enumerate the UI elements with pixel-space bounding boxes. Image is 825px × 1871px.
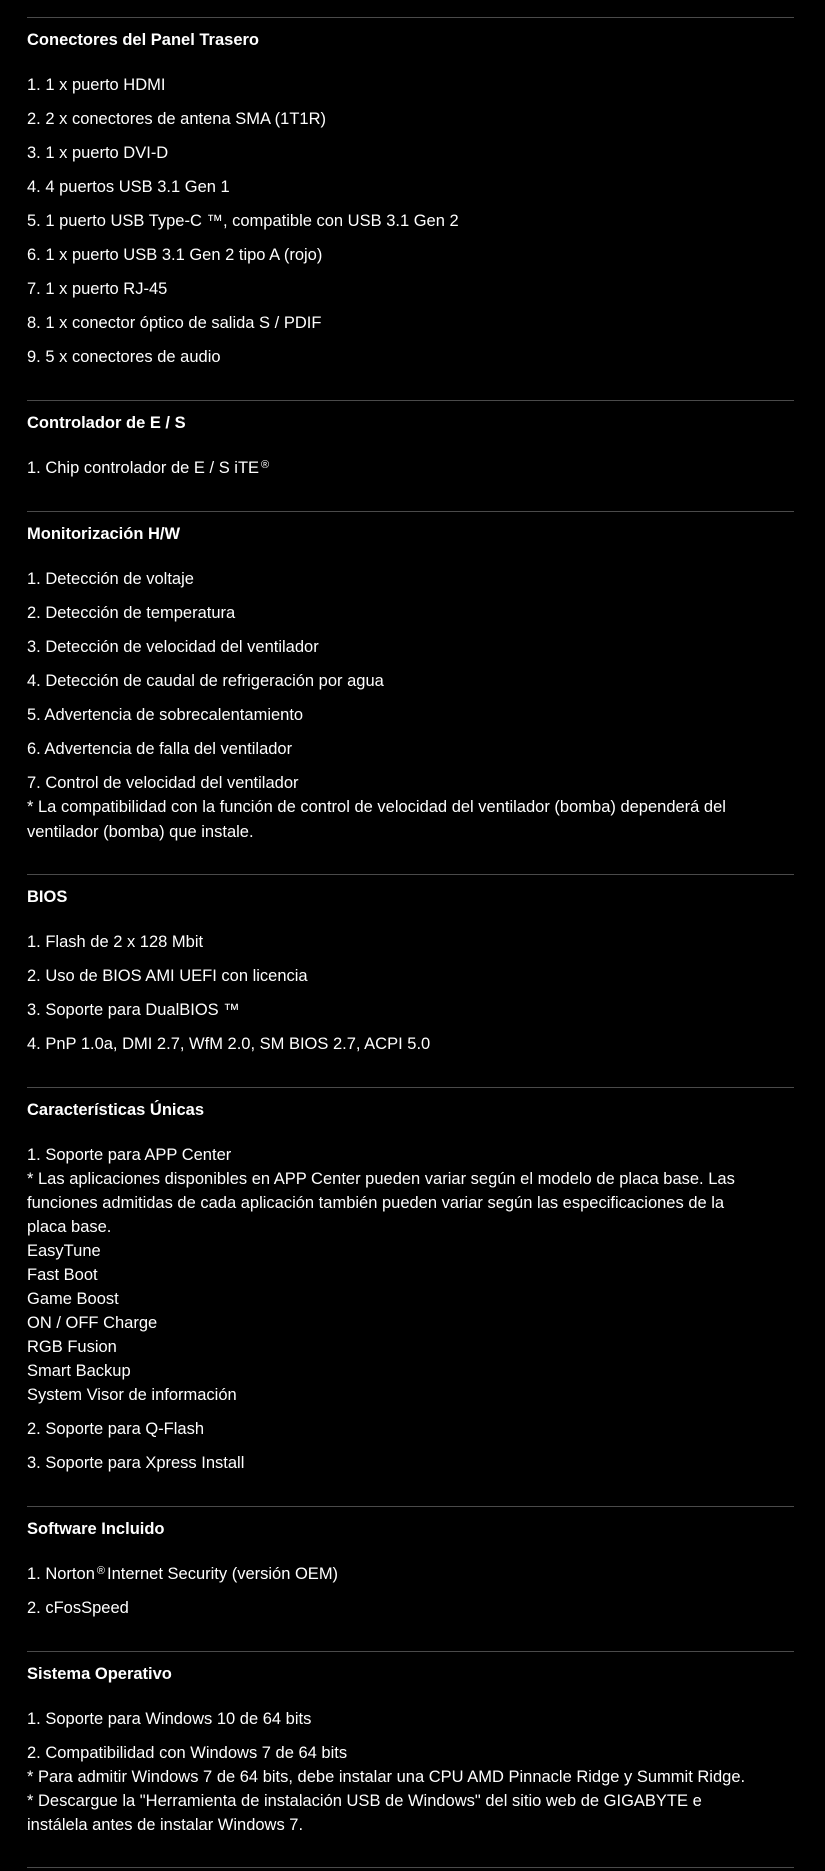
section-divider	[27, 17, 794, 18]
list-item: 2. Detección de temperatura	[27, 604, 236, 622]
list-item: 2. Compatibilidad con Windows 7 de 64 bits	[27, 1744, 348, 1762]
registered-mark: ®	[96, 1565, 105, 1577]
footnote-line: funciones admitidas de cada aplicación también pueden variar según las especificaciones de la	[27, 1194, 725, 1212]
footnote-line: placa base.	[27, 1218, 112, 1236]
list-item: 3. 1 x puerto DVI-D	[27, 144, 169, 162]
section-divider	[27, 400, 794, 401]
list-item: 7. Control de velocidad del ventilador	[27, 774, 299, 792]
list-item-text: 1. Chip controlador de E / S iTE	[27, 459, 260, 477]
list-item-text: Internet Security (versión OEM)	[106, 1565, 339, 1583]
list-item: 9. 5 x conectores de audio	[27, 348, 221, 366]
list-item: 4. Detección de caudal de refrigeración por agua	[27, 672, 384, 690]
list-item: 2. cFosSpeed	[27, 1599, 129, 1617]
list-item-text: 1. Norton	[27, 1565, 95, 1583]
list-item: 2. 2 x conectores de antena SMA (1T1R)	[27, 110, 326, 128]
section-title-unique-features: Características Únicas	[27, 1101, 205, 1119]
list-item: 2. Soporte para Q-Flash	[27, 1420, 205, 1438]
section-divider	[27, 1867, 794, 1868]
list-item: 1. Flash de 2 x 128 Mbit	[27, 933, 204, 951]
section-divider	[27, 1506, 794, 1507]
list-item: 4. PnP 1.0a, DMI 2.7, WfM 2.0, SM BIOS 2.7, ACPI 5.0	[27, 1035, 431, 1053]
footnote-line: instálela antes de instalar Windows 7.	[27, 1816, 304, 1834]
section-title-bios: BIOS	[27, 888, 68, 906]
section-divider	[27, 874, 794, 875]
footnote-line: * Para admitir Windows 7 de 64 bits, debe instalar una CPU AMD Pinnacle Ridge y Summit Ridge.	[27, 1768, 746, 1786]
list-item: 1. Soporte para Windows 10 de 64 bits	[27, 1710, 312, 1728]
section-title-io-controller: Controlador de E / S	[27, 414, 186, 432]
list-item: 6. 1 x puerto USB 3.1 Gen 2 tipo A (rojo)	[27, 246, 323, 264]
list-item: 3. Soporte para DualBIOS ™	[27, 1001, 240, 1019]
section-title-hw-monitor: Monitorización H/W	[27, 525, 181, 543]
footnote-line: * Las aplicaciones disponibles en APP Center pueden variar según el modelo de placa base. Las	[27, 1170, 735, 1188]
app-list-item: ON / OFF Charge	[27, 1314, 158, 1332]
section-divider	[27, 1087, 794, 1088]
footnote-line: * Descargue la "Herramienta de instalación USB de Windows" del sitio web de GIGABYTE e	[27, 1792, 702, 1810]
list-item: 3. Detección de velocidad del ventilador	[27, 638, 319, 656]
section-title-os: Sistema Operativo	[27, 1665, 172, 1683]
list-item: 1. Soporte para APP Center	[27, 1146, 232, 1164]
app-list-item: RGB Fusion	[27, 1338, 117, 1356]
app-list-item: Game Boost	[27, 1290, 119, 1308]
list-item: 2. Uso de BIOS AMI UEFI con licencia	[27, 967, 308, 985]
app-list-item: Fast Boot	[27, 1266, 98, 1284]
list-item: 7. 1 x puerto RJ-45	[27, 280, 168, 298]
footnote-line: * La compatibilidad con la función de control de velocidad del ventilador (bomba) dependerá del	[27, 798, 726, 816]
section-title-software: Software Incluido	[27, 1520, 165, 1538]
footnote-line: ventilador (bomba) que instale.	[27, 823, 254, 841]
list-item: 1. 1 x puerto HDMI	[27, 76, 166, 94]
list-item: 4. 4 puertos USB 3.1 Gen 1	[27, 178, 230, 196]
app-list-item: System Visor de información	[27, 1386, 237, 1404]
list-item	[27, 458, 271, 478]
list-item: 1. Detección de voltaje	[27, 570, 194, 588]
section-divider	[27, 1651, 794, 1652]
list-item: 5. Advertencia de sobrecalentamiento	[27, 706, 304, 724]
registered-mark: ®	[261, 459, 270, 471]
section-title-rear-panel: Conectores del Panel Trasero	[27, 31, 260, 49]
app-list-item: EasyTune	[27, 1242, 101, 1260]
app-list-item: Smart Backup	[27, 1362, 131, 1380]
list-item: 6. Advertencia de falla del ventilador	[27, 740, 293, 758]
list-item	[27, 1564, 338, 1584]
list-item: 8. 1 x conector óptico de salida S / PDIF	[27, 314, 322, 332]
list-item: 5. 1 puerto USB Type-C ™, compatible con USB 3.1 Gen 2	[27, 212, 459, 230]
section-divider	[27, 511, 794, 512]
list-item: 3. Soporte para Xpress Install	[27, 1454, 245, 1472]
